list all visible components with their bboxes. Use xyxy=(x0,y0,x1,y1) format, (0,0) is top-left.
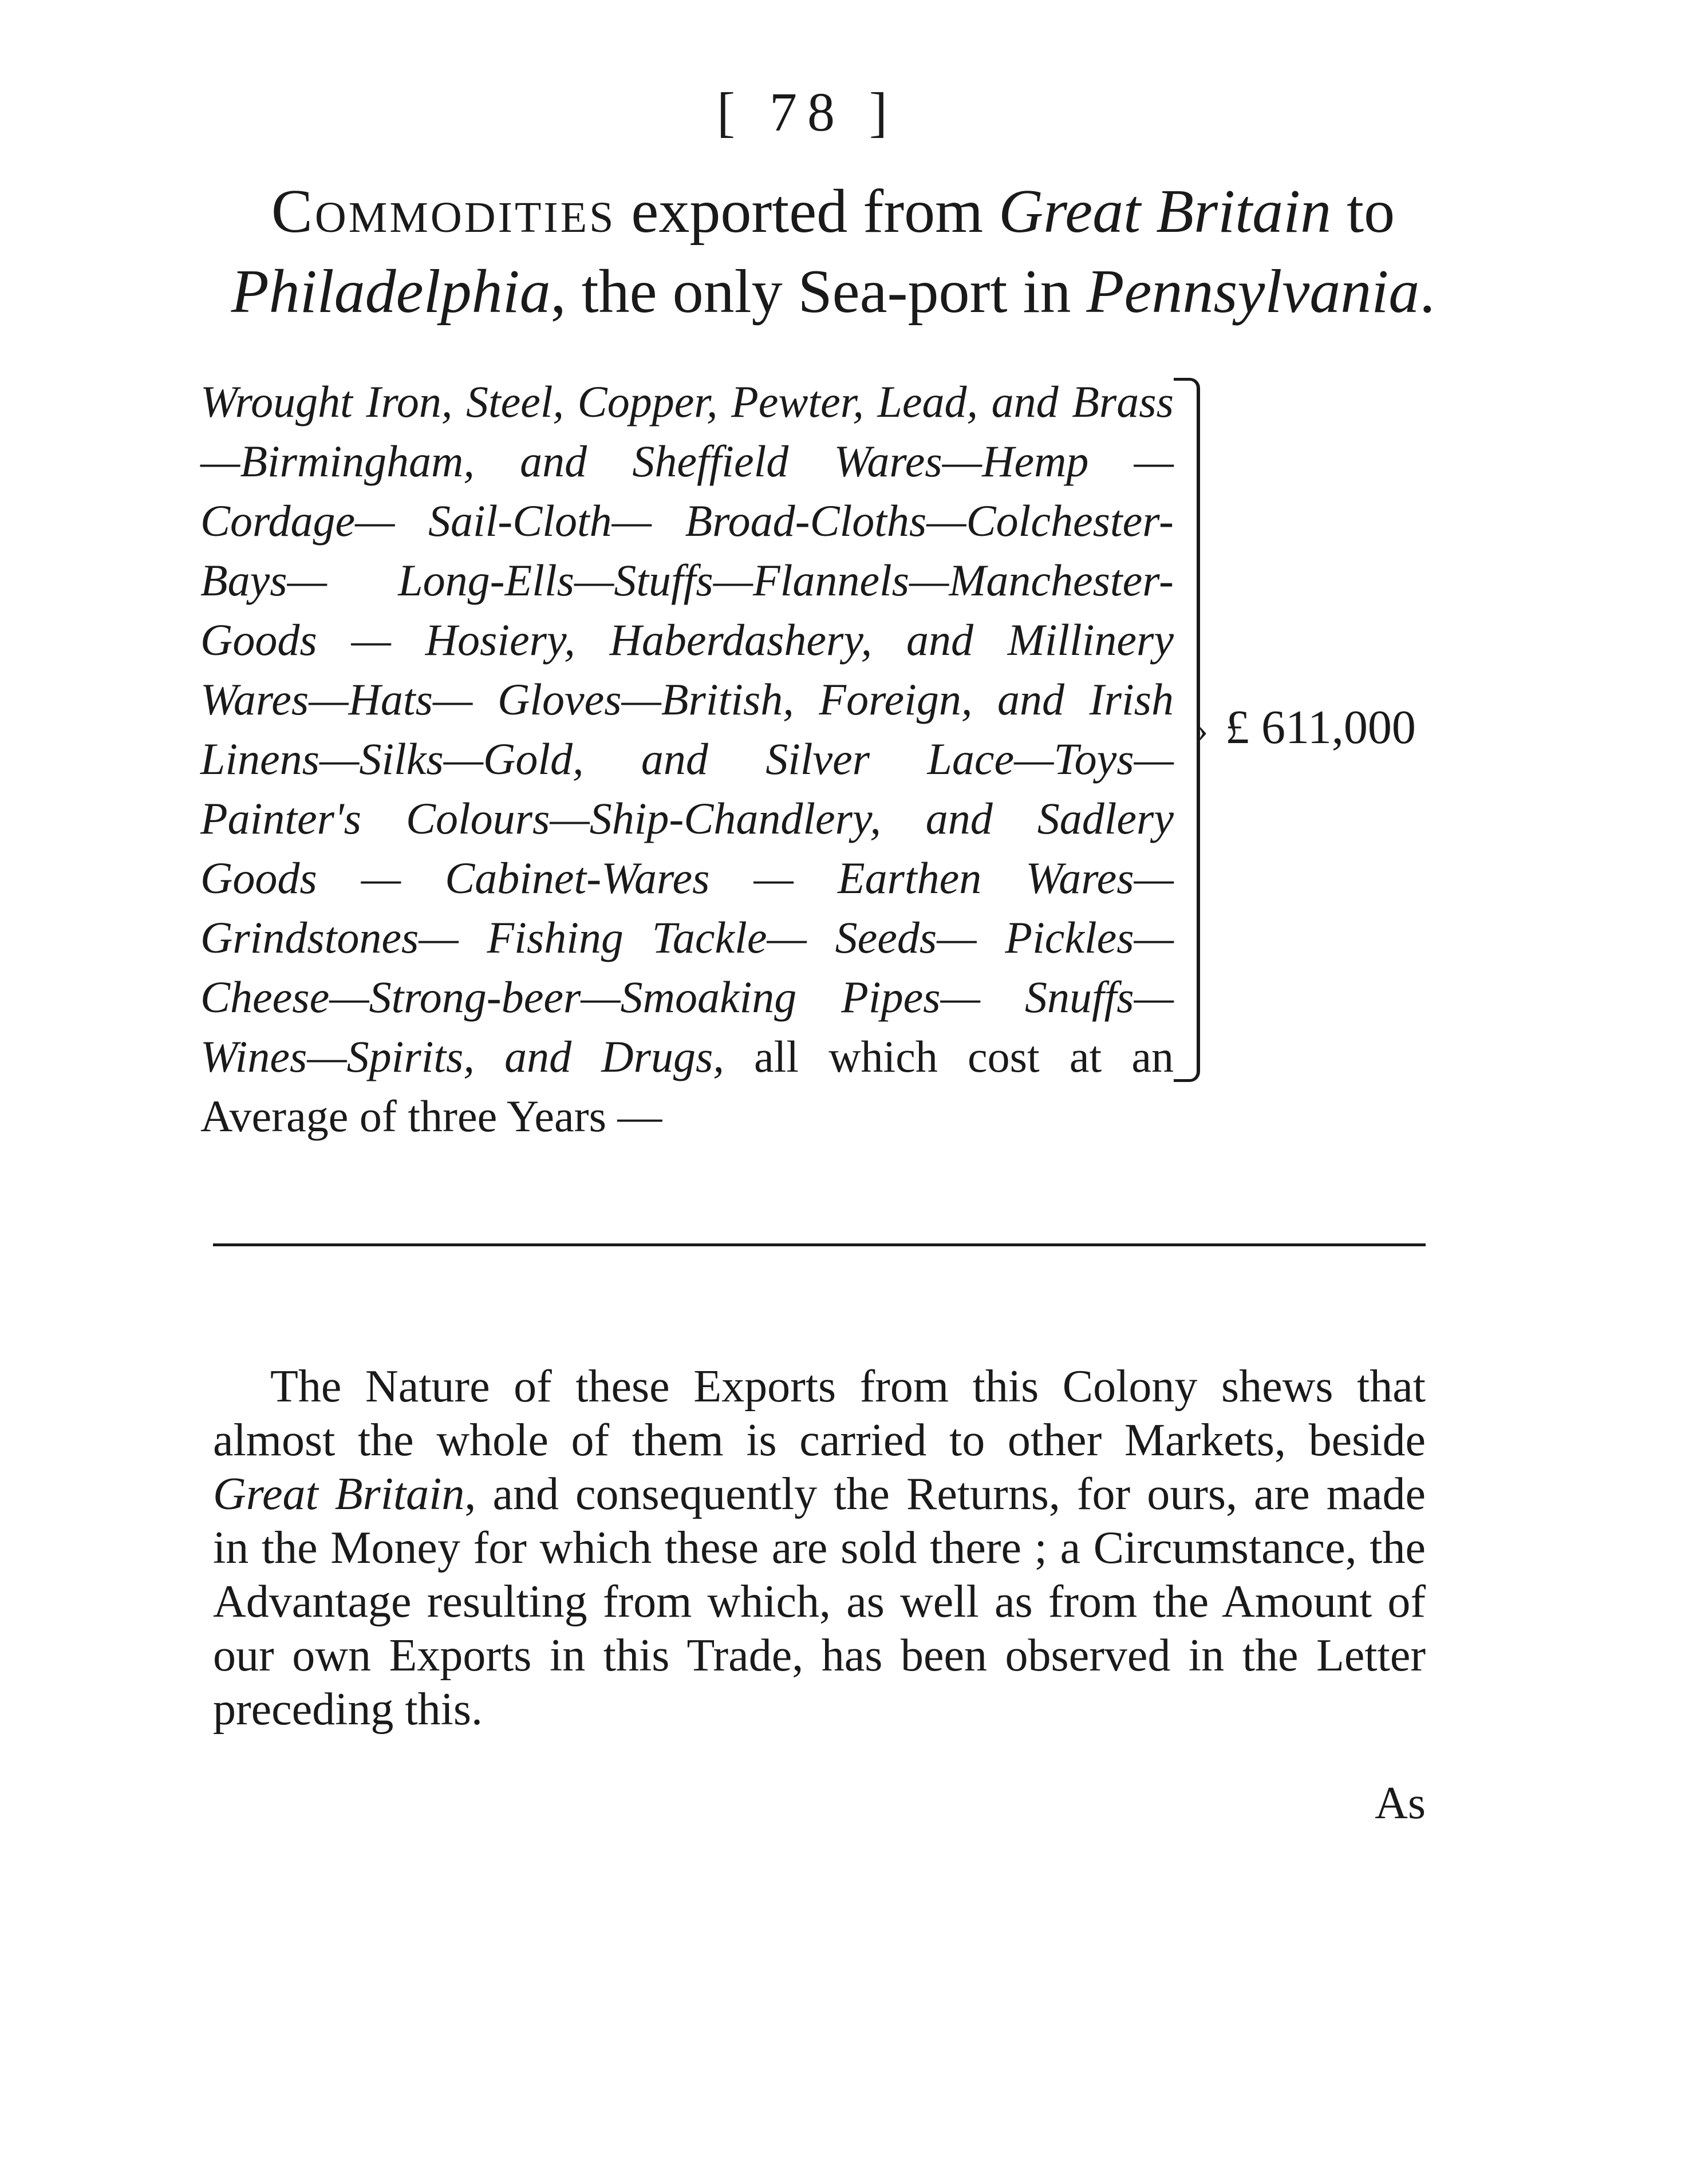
title-text-3: , the only Sea-port in xyxy=(550,258,1087,326)
brace-point: › xyxy=(1197,711,1208,749)
commodities-average-note: all which cost at an Average of three Years — xyxy=(200,1032,1174,1141)
paragraph-text-1: The Nature of these Exports from this Colony shews that almost the whole of them is carried to other Markets, beside xyxy=(213,1361,1426,1466)
title-philadelphia: Philadelphia xyxy=(231,258,551,326)
catchword: As xyxy=(1375,1778,1426,1828)
title-pennsylvania: Pennsylvania xyxy=(1086,258,1420,326)
title-great-britain: Great Britain xyxy=(999,177,1332,246)
commodities-items: Wrought Iron, Steel, Copper, Pewter, Lead, and Brass—Birmingham, and Sheffield Wares—Hemp — Cordage— Sail-Cloth— Broad-Cloths—Colchester-Bays— Long-Ells—Stuffs—Flannels—Manchester-Goods — Hosiery, Haberdashery, and Millinery Wares—Hats— Gloves—British, Foreign, and Irish Linens—Silks—Gold, and Silver Lace—Toys—Painter's Colours—Ship-Chandlery, and Sadlery Goods — Cabinet-Wares — Earthen Wares— Grindstones— Fishing Tackle— Seeds— Pickles—Cheese—Strong-beer—Smoaking Pipes— Snuffs—Wines—Spirits, and Drugs, xyxy=(200,377,1174,1081)
page-number: [ 78 ] xyxy=(717,81,898,143)
title-text-1: exported from xyxy=(615,177,999,246)
commodities-list xyxy=(200,372,1174,1146)
paragraph-great-britain: Great Britain xyxy=(213,1469,465,1519)
body-paragraph xyxy=(213,1360,1426,1736)
page-title xyxy=(189,172,1477,332)
horizontal-rule xyxy=(213,1243,1426,1246)
paragraph-text-2: , and consequently the Returns, for ours, are made in the Money for which these are sold there ; a Circumstance, the Advantage resulting from which, as well as from the Amount of our own Exports in this Trade, has been observed in the Letter preceding this. xyxy=(213,1469,1426,1735)
total-amount: £ 611,000 xyxy=(1225,701,1416,754)
title-text-4: . xyxy=(1419,258,1435,326)
title-text-2: to xyxy=(1331,177,1395,246)
title-commodities: Commodities xyxy=(271,177,616,246)
